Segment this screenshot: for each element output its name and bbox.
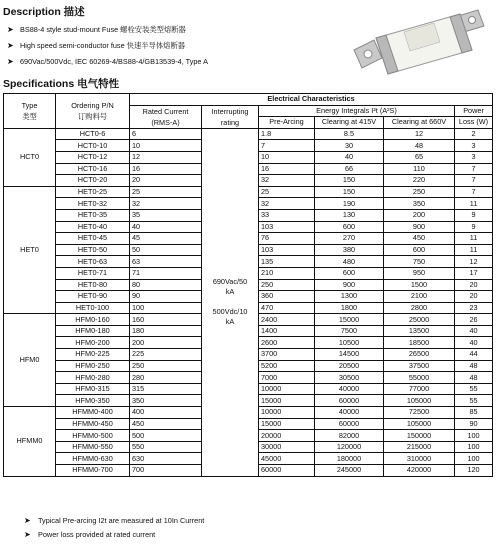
power-loss-cell: 40	[455, 325, 493, 337]
pre-arcing-cell: 135	[259, 256, 315, 268]
rated-current-cell: 550	[130, 441, 202, 453]
clearing-415v-cell: 245000	[315, 465, 384, 477]
header-pre-arcing: Pre-Arcing	[259, 117, 315, 129]
ordering-pn-cell: HET0-63	[56, 256, 130, 268]
pre-arcing-cell: 210	[259, 267, 315, 279]
clearing-415v-cell: 7500	[315, 325, 384, 337]
clearing-660v-cell: 13500	[384, 325, 455, 337]
rated-current-cell: 250	[130, 360, 202, 372]
rated-current-cell: 630	[130, 453, 202, 465]
clearing-415v-cell: 380	[315, 244, 384, 256]
pre-arcing-cell: 32	[259, 175, 315, 187]
pre-arcing-cell: 360	[259, 291, 315, 303]
ordering-pn-cell: HFMM0-700	[56, 465, 130, 477]
table-row	[4, 128, 493, 140]
rated-current-cell: 20	[130, 175, 202, 187]
ordering-pn-cell: HCT0-12	[56, 151, 130, 163]
clearing-415v-cell: 1800	[315, 302, 384, 314]
pre-arcing-cell: 1400	[259, 325, 315, 337]
pre-arcing-cell: 103	[259, 221, 315, 233]
power-loss-cell: 7	[455, 186, 493, 198]
power-loss-cell: 11	[455, 198, 493, 210]
rated-current-cell: 100	[130, 302, 202, 314]
pre-arcing-cell: 76	[259, 233, 315, 245]
clearing-415v-cell: 600	[315, 267, 384, 279]
clearing-660v-cell: 1500	[384, 279, 455, 291]
power-loss-cell: 11	[455, 233, 493, 245]
ordering-pn-cell: HFMM0-450	[56, 418, 130, 430]
clearing-415v-cell: 66	[315, 163, 384, 175]
clearing-415v-cell: 130	[315, 209, 384, 221]
arrow-bullet-icon: ➤	[7, 57, 14, 66]
clearing-660v-cell: 900	[384, 221, 455, 233]
ordering-pn-cell: HFM0-180	[56, 325, 130, 337]
clearing-660v-cell: 950	[384, 267, 455, 279]
power-loss-cell: 26	[455, 314, 493, 326]
clearing-415v-cell: 8.5	[315, 128, 384, 140]
pre-arcing-cell: 10	[259, 151, 315, 163]
rated-current-cell: 80	[130, 279, 202, 291]
clearing-415v-cell: 82000	[315, 430, 384, 442]
bullet-text: BS88-4 style stud-mount Fuse 螺栓安装类型熔断器	[20, 25, 186, 34]
pre-arcing-cell: 2600	[259, 337, 315, 349]
pre-arcing-cell: 33	[259, 209, 315, 221]
pre-arcing-cell: 15000	[259, 418, 315, 430]
ordering-pn-cell: HCT0-16	[56, 163, 130, 175]
clearing-660v-cell: 2800	[384, 302, 455, 314]
clearing-660v-cell: 250	[384, 186, 455, 198]
ordering-pn-cell: HFM0-350	[56, 395, 130, 407]
rated-current-cell: 500	[130, 430, 202, 442]
clearing-415v-cell: 14500	[315, 349, 384, 361]
ordering-pn-cell: HET0-35	[56, 209, 130, 221]
footnote	[24, 516, 205, 525]
footnote-text: Power loss provided at rated current	[38, 530, 156, 539]
pre-arcing-cell: 3700	[259, 349, 315, 361]
clearing-660v-cell: 600	[384, 244, 455, 256]
clearing-660v-cell: 200	[384, 209, 455, 221]
arrow-bullet-icon: ➤	[7, 41, 14, 50]
ordering-pn-cell: HFM0-250	[56, 360, 130, 372]
ordering-pn-cell: HCT0-20	[56, 175, 130, 187]
rated-current-cell: 25	[130, 186, 202, 198]
clearing-660v-cell: 150000	[384, 430, 455, 442]
header-power: Power	[455, 105, 493, 117]
ordering-pn-cell: HET0-25	[56, 186, 130, 198]
ordering-pn-cell: HFM0-280	[56, 372, 130, 384]
rated-current-cell: 45	[130, 233, 202, 245]
clearing-415v-cell: 1300	[315, 291, 384, 303]
power-loss-cell: 100	[455, 453, 493, 465]
interrupting-rating-cell: 690Vac/50 kA 500Vdc/10 kA	[202, 128, 259, 476]
clearing-415v-cell: 480	[315, 256, 384, 268]
pre-arcing-cell: 15000	[259, 395, 315, 407]
pre-arcing-cell: 45000	[259, 453, 315, 465]
rated-current-cell: 50	[130, 244, 202, 256]
header-energy-integrals: Energy Integrals I²t (A²S)	[259, 105, 455, 117]
power-loss-cell: 20	[455, 291, 493, 303]
rated-current-cell: 400	[130, 407, 202, 419]
specifications-heading: Specifications 电气特性	[3, 78, 120, 90]
power-loss-cell: 20	[455, 279, 493, 291]
footnote-text: Typical Pre-arcing I2t are measured at 10In Current	[38, 516, 205, 525]
clearing-660v-cell: 72500	[384, 407, 455, 419]
ordering-pn-cell: HFMM0-630	[56, 453, 130, 465]
power-loss-cell: 9	[455, 209, 493, 221]
rated-current-cell: 6	[130, 128, 202, 140]
rated-current-cell: 12	[130, 151, 202, 163]
clearing-660v-cell: 310000	[384, 453, 455, 465]
power-loss-cell: 23	[455, 302, 493, 314]
pre-arcing-cell: 10000	[259, 407, 315, 419]
pre-arcing-cell: 32	[259, 198, 315, 210]
pre-arcing-cell: 250	[259, 279, 315, 291]
rated-current-cell: 280	[130, 372, 202, 384]
ordering-pn-cell: HFMM0-550	[56, 441, 130, 453]
rated-current-cell: 10	[130, 140, 202, 152]
power-loss-cell: 100	[455, 430, 493, 442]
rated-current-cell: 180	[130, 325, 202, 337]
pre-arcing-cell: 7	[259, 140, 315, 152]
power-loss-cell: 7	[455, 175, 493, 187]
clearing-660v-cell: 25000	[384, 314, 455, 326]
arrow-bullet-icon: ➤	[24, 516, 31, 525]
header-power-loss: Loss (W)	[455, 117, 493, 129]
type-cell: HFMM0	[4, 407, 56, 477]
pre-arcing-cell: 5200	[259, 360, 315, 372]
ordering-pn-cell: HFMM0-500	[56, 430, 130, 442]
ordering-pn-cell: HCT0-6	[56, 128, 130, 140]
clearing-415v-cell: 150	[315, 186, 384, 198]
clearing-415v-cell: 150	[315, 175, 384, 187]
power-loss-cell: 120	[455, 465, 493, 477]
clearing-660v-cell: 26500	[384, 349, 455, 361]
power-loss-cell: 55	[455, 383, 493, 395]
clearing-415v-cell: 40000	[315, 383, 384, 395]
power-loss-cell: 48	[455, 360, 493, 372]
clearing-415v-cell: 270	[315, 233, 384, 245]
clearing-660v-cell: 350	[384, 198, 455, 210]
power-loss-cell: 2	[455, 128, 493, 140]
pre-arcing-cell: 60000	[259, 465, 315, 477]
type-cell: HCT0	[4, 128, 56, 186]
clearing-660v-cell: 450	[384, 233, 455, 245]
ordering-pn-cell: HET0-80	[56, 279, 130, 291]
header-rated-current: Rated Current (RMS-A)	[130, 105, 202, 128]
pre-arcing-cell: 30000	[259, 441, 315, 453]
rated-current-cell: 450	[130, 418, 202, 430]
description-bullet	[7, 24, 186, 36]
type-cell: HET0	[4, 186, 56, 314]
clearing-660v-cell: 65	[384, 151, 455, 163]
clearing-660v-cell: 37500	[384, 360, 455, 372]
clearing-660v-cell: 55000	[384, 372, 455, 384]
clearing-415v-cell: 190	[315, 198, 384, 210]
rated-current-cell: 16	[130, 163, 202, 175]
pre-arcing-cell: 10000	[259, 383, 315, 395]
header-clearing-660v: Clearing at 660V	[384, 117, 455, 129]
bullet-text: 690Vac/500Vdc, IEC 60269-4/BS88-4/GB13539-4, Type A	[20, 57, 208, 66]
power-loss-cell: 44	[455, 349, 493, 361]
rated-current-cell: 63	[130, 256, 202, 268]
bullet-text: High speed semi-conductor fuse 快速半导体熔断器	[20, 41, 186, 50]
rated-current-cell: 700	[130, 465, 202, 477]
rated-current-cell: 160	[130, 314, 202, 326]
pre-arcing-cell: 16	[259, 163, 315, 175]
ordering-pn-cell: HET0-90	[56, 291, 130, 303]
ordering-pn-cell: HFMM0-400	[56, 407, 130, 419]
pre-arcing-cell: 20000	[259, 430, 315, 442]
power-loss-cell: 48	[455, 372, 493, 384]
clearing-660v-cell: 420000	[384, 465, 455, 477]
specifications-table	[3, 93, 493, 477]
ordering-pn-cell: HET0-40	[56, 221, 130, 233]
clearing-660v-cell: 220	[384, 175, 455, 187]
footnote	[24, 530, 156, 539]
clearing-415v-cell: 20500	[315, 360, 384, 372]
power-loss-cell: 7	[455, 163, 493, 175]
clearing-660v-cell: 77000	[384, 383, 455, 395]
ordering-pn-cell: HFM0-200	[56, 337, 130, 349]
clearing-660v-cell: 110	[384, 163, 455, 175]
rated-current-cell: 35	[130, 209, 202, 221]
description-bullet	[7, 56, 208, 68]
header-interrupting-rating: Interrupting rating	[202, 105, 259, 128]
header-type: Type 类型	[4, 94, 56, 129]
clearing-660v-cell: 750	[384, 256, 455, 268]
clearing-660v-cell: 48	[384, 140, 455, 152]
clearing-415v-cell: 60000	[315, 395, 384, 407]
clearing-415v-cell: 15000	[315, 314, 384, 326]
clearing-660v-cell: 2100	[384, 291, 455, 303]
description-heading: Description 描述	[3, 6, 85, 18]
pre-arcing-cell: 2400	[259, 314, 315, 326]
pre-arcing-cell: 1.8	[259, 128, 315, 140]
power-loss-cell: 9	[455, 221, 493, 233]
power-loss-cell: 12	[455, 256, 493, 268]
ordering-pn-cell: HFM0-315	[56, 383, 130, 395]
clearing-415v-cell: 30	[315, 140, 384, 152]
power-loss-cell: 100	[455, 441, 493, 453]
ordering-pn-cell: HET0-32	[56, 198, 130, 210]
rated-current-cell: 350	[130, 395, 202, 407]
header-clearing-415v: Clearing at 415V	[315, 117, 384, 129]
power-loss-cell: 11	[455, 244, 493, 256]
clearing-660v-cell: 215000	[384, 441, 455, 453]
ordering-pn-cell: HET0-50	[56, 244, 130, 256]
description-bullet	[7, 40, 186, 52]
pre-arcing-cell: 103	[259, 244, 315, 256]
header-ordering-pn: Ordering P/N 订购料号	[56, 94, 130, 129]
clearing-415v-cell: 600	[315, 221, 384, 233]
pre-arcing-cell: 25	[259, 186, 315, 198]
power-loss-cell: 40	[455, 337, 493, 349]
fuse-product-image	[348, 8, 488, 88]
rated-current-cell: 90	[130, 291, 202, 303]
power-loss-cell: 3	[455, 151, 493, 163]
power-loss-cell: 85	[455, 407, 493, 419]
arrow-bullet-icon: ➤	[7, 25, 14, 34]
clearing-415v-cell: 120000	[315, 441, 384, 453]
ordering-pn-cell: HCT0-10	[56, 140, 130, 152]
clearing-415v-cell: 900	[315, 279, 384, 291]
ordering-pn-cell: HFM0-160	[56, 314, 130, 326]
pre-arcing-cell: 7000	[259, 372, 315, 384]
power-loss-cell: 55	[455, 395, 493, 407]
clearing-660v-cell: 105000	[384, 418, 455, 430]
ordering-pn-cell: HET0-71	[56, 267, 130, 279]
rated-current-cell: 200	[130, 337, 202, 349]
clearing-415v-cell: 30500	[315, 372, 384, 384]
clearing-415v-cell: 40	[315, 151, 384, 163]
type-cell: HFM0	[4, 314, 56, 407]
clearing-660v-cell: 105000	[384, 395, 455, 407]
power-loss-cell: 17	[455, 267, 493, 279]
rated-current-cell: 32	[130, 198, 202, 210]
header-electrical-characteristics: Electrical Characteristics	[130, 94, 493, 106]
ordering-pn-cell: HET0-100	[56, 302, 130, 314]
clearing-415v-cell: 60000	[315, 418, 384, 430]
clearing-415v-cell: 40000	[315, 407, 384, 419]
power-loss-cell: 3	[455, 140, 493, 152]
clearing-415v-cell: 10500	[315, 337, 384, 349]
rated-current-cell: 315	[130, 383, 202, 395]
power-loss-cell: 90	[455, 418, 493, 430]
ordering-pn-cell: HFM0-225	[56, 349, 130, 361]
rated-current-cell: 40	[130, 221, 202, 233]
clearing-660v-cell: 12	[384, 128, 455, 140]
clearing-415v-cell: 180000	[315, 453, 384, 465]
rated-current-cell: 71	[130, 267, 202, 279]
arrow-bullet-icon: ➤	[24, 530, 31, 539]
clearing-660v-cell: 18500	[384, 337, 455, 349]
ordering-pn-cell: HET0-45	[56, 233, 130, 245]
pre-arcing-cell: 470	[259, 302, 315, 314]
rated-current-cell: 225	[130, 349, 202, 361]
